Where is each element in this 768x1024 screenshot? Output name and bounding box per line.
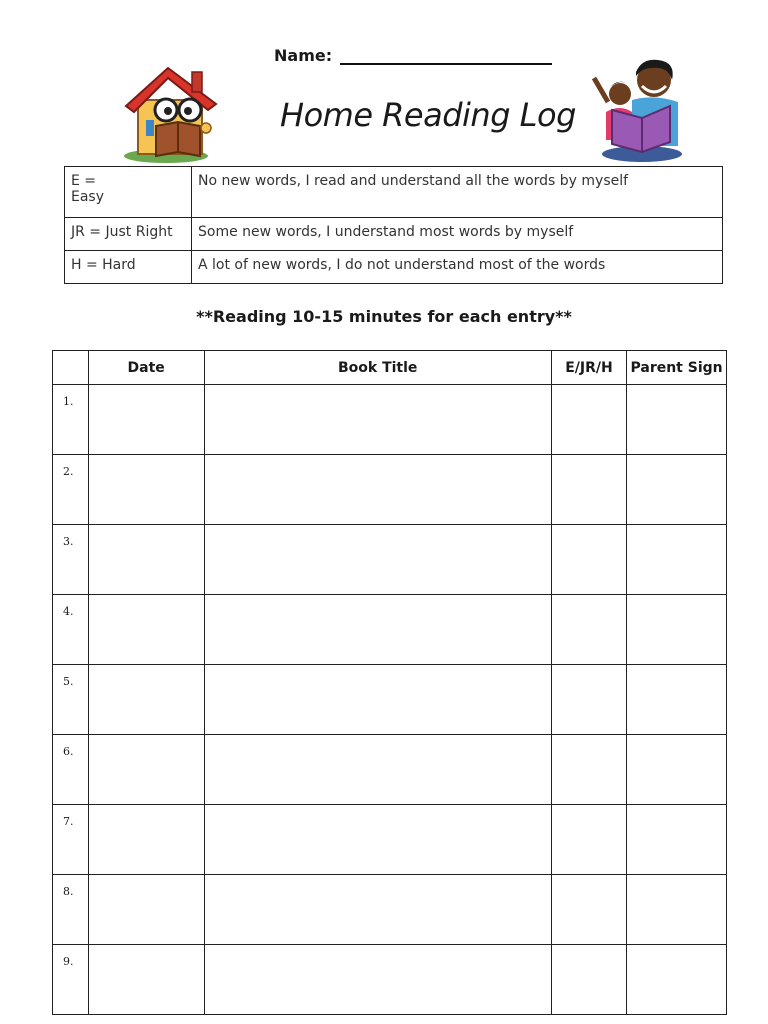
date-cell[interactable] xyxy=(88,805,204,875)
book-title-cell[interactable] xyxy=(204,875,551,945)
table-row xyxy=(53,525,727,595)
name-field xyxy=(274,46,552,65)
difficulty-cell[interactable] xyxy=(551,455,626,525)
parent-sign-cell[interactable] xyxy=(627,595,727,665)
parent-sign-cell[interactable] xyxy=(627,805,727,875)
difficulty-cell[interactable] xyxy=(551,385,626,455)
table-row xyxy=(53,385,727,455)
house-reading-book-icon xyxy=(120,60,232,164)
date-cell[interactable] xyxy=(88,595,204,665)
date-cell[interactable] xyxy=(88,945,204,1015)
row-number: 8. xyxy=(53,875,89,945)
table-row xyxy=(53,595,727,665)
row-number: 7. xyxy=(53,805,89,875)
column-header-date: Date xyxy=(88,351,204,385)
book-title-cell[interactable] xyxy=(204,735,551,805)
column-header-difficulty: E/JR/H xyxy=(551,351,626,385)
legend-row xyxy=(65,218,723,251)
date-cell[interactable] xyxy=(88,735,204,805)
difficulty-cell[interactable] xyxy=(551,595,626,665)
legend-key: JR = Just Right xyxy=(65,218,192,251)
difficulty-cell[interactable] xyxy=(551,875,626,945)
book-title-cell[interactable] xyxy=(204,385,551,455)
legend-row xyxy=(65,251,723,284)
row-number: 4. xyxy=(53,595,89,665)
column-header-number xyxy=(53,351,89,385)
name-label: Name: xyxy=(274,46,333,65)
difficulty-cell[interactable] xyxy=(551,735,626,805)
parent-sign-cell[interactable] xyxy=(627,875,727,945)
reading-instruction: **Reading 10-15 minutes for each entry** xyxy=(196,307,572,326)
legend-row xyxy=(65,167,723,218)
legend-key: H = Hard xyxy=(65,251,192,284)
book-title-cell[interactable] xyxy=(204,595,551,665)
row-number: 3. xyxy=(53,525,89,595)
reading-log-table xyxy=(52,350,727,1015)
column-header-parent-sign: Parent Sign xyxy=(627,351,727,385)
date-cell[interactable] xyxy=(88,525,204,595)
legend-description: Some new words, I understand most words by myself xyxy=(192,218,723,251)
parent-sign-cell[interactable] xyxy=(627,665,727,735)
book-title-cell[interactable] xyxy=(204,525,551,595)
book-title-cell[interactable] xyxy=(204,805,551,875)
book-title-cell[interactable] xyxy=(204,945,551,1015)
table-row xyxy=(53,805,727,875)
difficulty-legend-table xyxy=(64,166,723,284)
difficulty-cell[interactable] xyxy=(551,805,626,875)
row-number: 2. xyxy=(53,455,89,525)
book-title-cell[interactable] xyxy=(204,455,551,525)
name-blank-line[interactable] xyxy=(340,47,552,65)
date-cell[interactable] xyxy=(88,455,204,525)
row-number: 1. xyxy=(53,385,89,455)
parent-sign-cell[interactable] xyxy=(627,455,727,525)
column-header-book-title: Book Title xyxy=(204,351,551,385)
row-number: 9. xyxy=(53,945,89,1015)
parent-sign-cell[interactable] xyxy=(627,945,727,1015)
table-row xyxy=(53,875,727,945)
difficulty-cell[interactable] xyxy=(551,665,626,735)
legend-description: No new words, I read and understand all the words by myself xyxy=(192,167,723,218)
parent-child-reading-icon xyxy=(586,56,686,164)
row-number: 5. xyxy=(53,665,89,735)
page-title: Home Reading Log xyxy=(280,96,576,134)
row-number: 6. xyxy=(53,735,89,805)
parent-sign-cell[interactable] xyxy=(627,525,727,595)
book-title-cell[interactable] xyxy=(204,665,551,735)
difficulty-cell[interactable] xyxy=(551,945,626,1015)
table-row xyxy=(53,735,727,805)
table-row xyxy=(53,945,727,1015)
legend-key: E = Easy xyxy=(65,167,192,218)
table-row xyxy=(53,455,727,525)
log-header-row xyxy=(53,351,727,385)
table-row xyxy=(53,665,727,735)
date-cell[interactable] xyxy=(88,875,204,945)
parent-sign-cell[interactable] xyxy=(627,385,727,455)
legend-description: A lot of new words, I do not understand most of the words xyxy=(192,251,723,284)
date-cell[interactable] xyxy=(88,385,204,455)
date-cell[interactable] xyxy=(88,665,204,735)
parent-sign-cell[interactable] xyxy=(627,735,727,805)
difficulty-cell[interactable] xyxy=(551,525,626,595)
